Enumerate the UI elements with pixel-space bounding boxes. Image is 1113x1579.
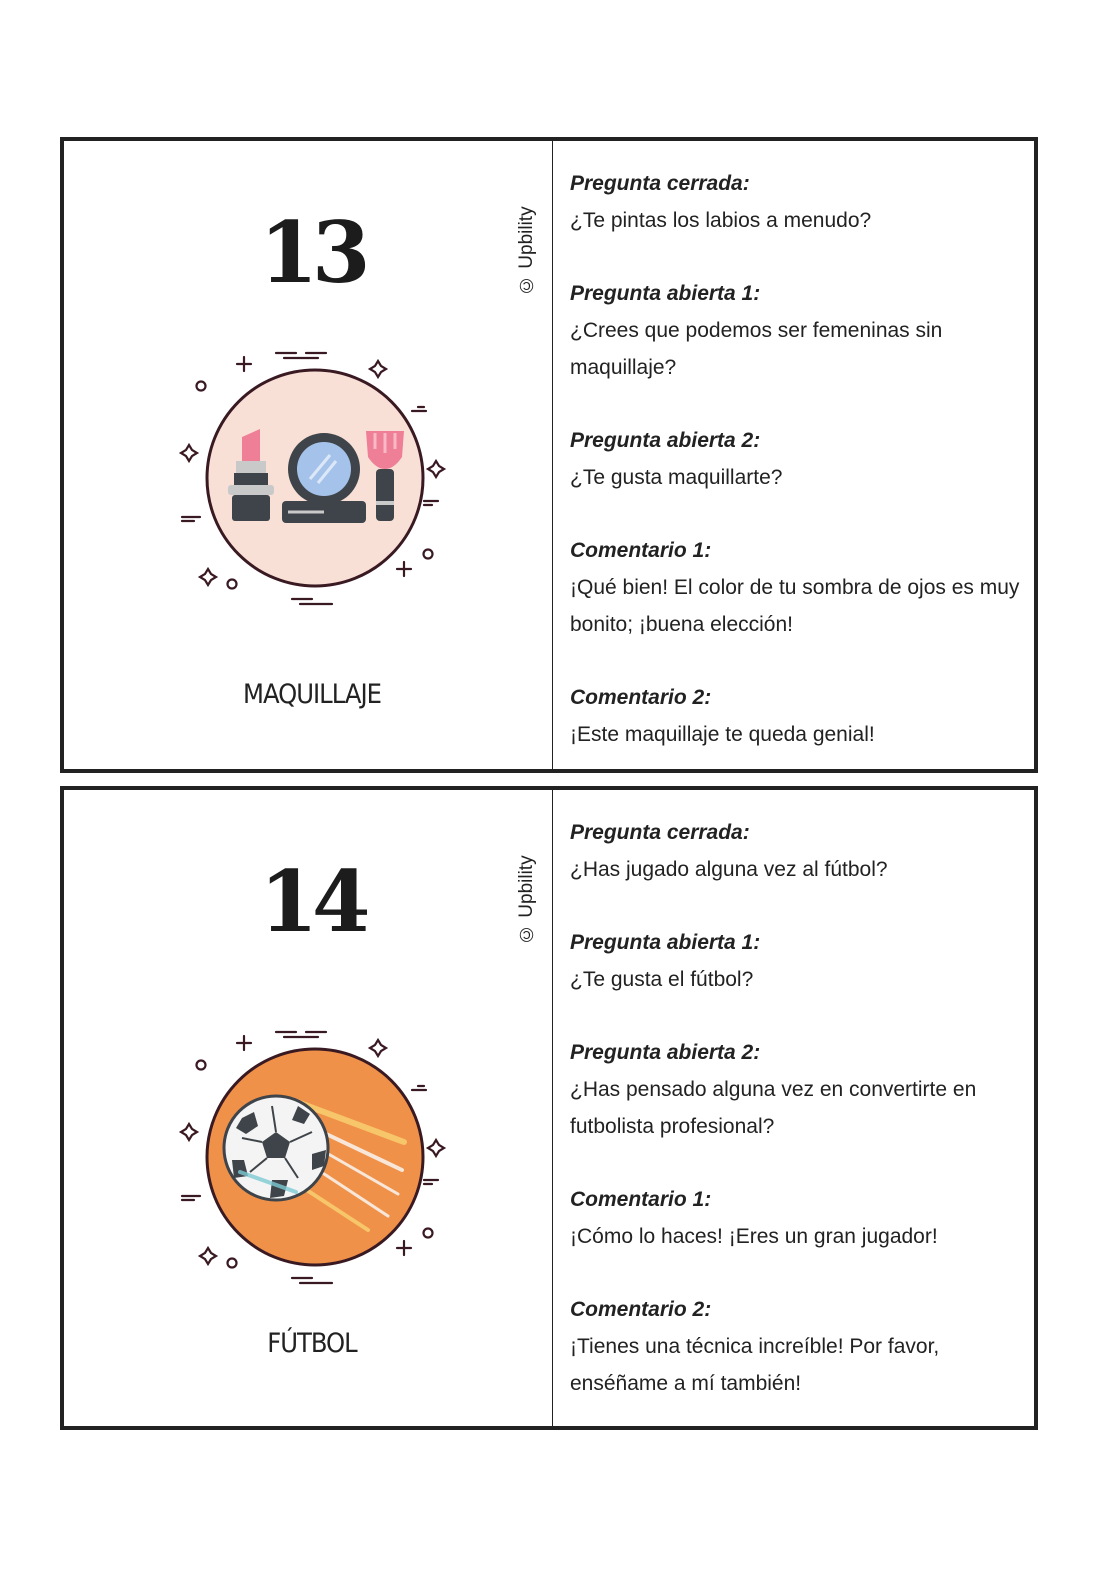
question-text: ¡Este maquillaje te queda genial!	[570, 723, 875, 746]
question-block	[570, 1034, 1020, 1145]
question-heading: Pregunta abierta 1:	[570, 282, 761, 305]
question-text: ¿Crees que podemos ser femeninas sin maquillaje?	[570, 319, 943, 379]
question-block	[570, 532, 1020, 643]
question-heading: Pregunta cerrada:	[570, 821, 750, 844]
question-heading: Comentario 2:	[570, 686, 712, 709]
question-heading: Pregunta abierta 1:	[570, 931, 761, 954]
card-left-panel	[64, 790, 553, 1426]
question-heading: Comentario 1:	[570, 1188, 712, 1211]
card-number: 13	[259, 203, 365, 302]
question-text: ¿Has jugado alguna vez al fútbol?	[570, 858, 888, 881]
card-label: MAQUILLAJE	[243, 679, 381, 710]
card-left-panel	[64, 141, 553, 769]
question-heading: Pregunta abierta 2:	[570, 429, 761, 452]
question-block	[570, 679, 1020, 753]
question-block	[570, 1291, 1020, 1402]
question-heading: Pregunta cerrada:	[570, 172, 750, 195]
makeup-icon	[172, 341, 452, 611]
question-heading: Comentario 1:	[570, 539, 712, 562]
copyright-label: © Upbility	[516, 855, 537, 945]
question-text: ¡Tienes una técnica increíble! Por favor, enséñame a mí también!	[570, 1335, 940, 1395]
copyright-label: © Upbility	[516, 206, 537, 296]
question-block	[570, 1181, 1020, 1255]
card-questions	[570, 165, 1020, 789]
question-block	[570, 422, 1020, 496]
question-block	[570, 275, 1020, 386]
question-heading: Pregunta abierta 2:	[570, 1041, 761, 1064]
question-text: ¿Has pensado alguna vez en convertirte en futbolista profesional?	[570, 1078, 977, 1138]
card-questions	[570, 814, 1020, 1438]
question-block	[570, 924, 1020, 998]
question-text: ¿Te gusta maquillarte?	[570, 466, 783, 489]
question-block	[570, 165, 1020, 239]
card-13	[60, 137, 1038, 773]
question-text: ¿Te gusta el fútbol?	[570, 968, 754, 991]
card-label: FÚTBOL	[267, 1328, 357, 1359]
question-text: ¡Cómo lo haces! ¡Eres un gran jugador!	[570, 1225, 938, 1248]
question-block	[570, 814, 1020, 888]
question-text: ¡Qué bien! El color de tu sombra de ojos es muy bonito; ¡buena elección!	[570, 576, 1020, 636]
card-14	[60, 786, 1038, 1430]
question-text: ¿Te pintas los labios a menudo?	[570, 209, 872, 232]
soccer-ball-icon	[172, 1020, 452, 1290]
question-heading: Comentario 2:	[570, 1298, 712, 1321]
card-number: 14	[259, 852, 365, 951]
